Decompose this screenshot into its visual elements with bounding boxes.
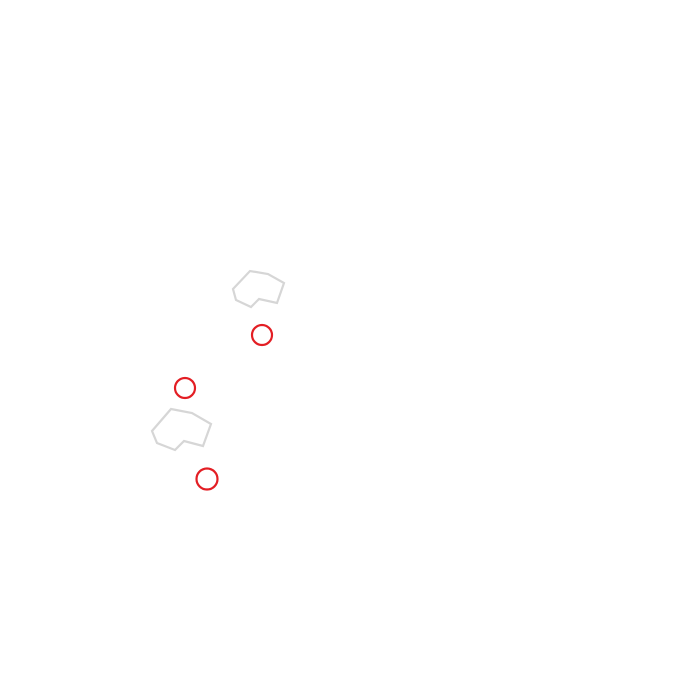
metall-profil-logo-icon: [152, 409, 211, 450]
marker-b: [252, 325, 272, 345]
marker-b-circle: [252, 325, 272, 345]
marker-r: [197, 469, 218, 490]
marker-r-circle: [197, 469, 218, 490]
profile-section-top: [175, 325, 272, 398]
profile-section-bottom: [197, 469, 218, 490]
marker-a: [175, 378, 195, 398]
watermark-2: [152, 409, 211, 450]
watermark-1: [233, 271, 284, 307]
marker-a-circle: [175, 378, 195, 398]
metall-profil-logo-icon: [233, 271, 284, 307]
